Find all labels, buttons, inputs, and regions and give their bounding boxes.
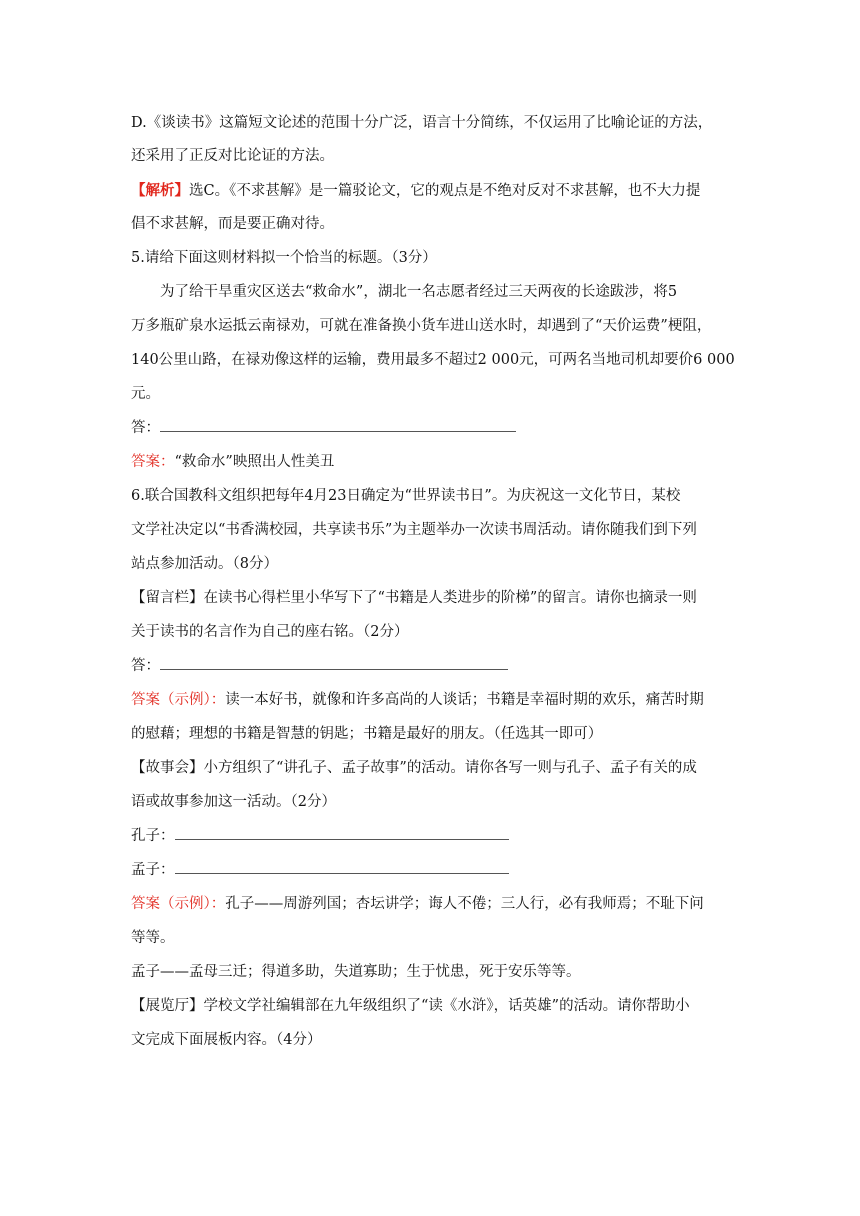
story-answer-line-1 (131, 894, 704, 914)
exhibit-text-1: 学校文学社编辑部在九年级组织了“读《水浒》，话英雄”的活动。请你帮助小 (203, 998, 690, 1014)
story-line-2: 语或故事参加这一活动。（2分） (131, 794, 336, 810)
message-answer-line-1 (131, 690, 704, 710)
story-text-1: 小方组织了“讲孔子、孟子故事”的活动。请你各写一则与孔子、孟子有关的成 (203, 760, 697, 776)
q6-stem-line-3: 站点参加活动。（8分） (131, 556, 278, 572)
message-text-1: 在读书心得栏里小华写下了“书籍是人类进步的阶梯”的留言。请你也摘录一则 (203, 590, 697, 606)
q6-stem-line-1: 6.联合国教科文组织把每年4月23日确定为“世界读书日”。为庆祝这一文化节日，某校 (131, 488, 681, 504)
q5-material-line-1: 为了给干旱重灾区送去“救命水”，湖北一名志愿者经过三天两夜的长途跋涉，将5 (160, 284, 678, 300)
message-answer-text-1: 读一本好书，就像和许多高尚的人谈话；书籍是幸福时期的欢乐，痛苦时期 (225, 692, 704, 708)
kongzi-prompt: 孔子： (131, 828, 175, 844)
story-line-1 (131, 758, 697, 778)
message-line-2: 关于读书的名言作为自己的座右铭。（2分） (131, 624, 409, 640)
analysis-text-1: 选C。《不求甚解》是一篇驳论文，它的观点是不绝对反对不求甚解，也不大力提 (189, 183, 701, 199)
message-answer-label: 答案（示例）： (131, 692, 226, 708)
analysis-label: 【解析】 (131, 182, 189, 199)
story-answer-label: 答案（示例）： (131, 896, 226, 912)
q5-answer-label: 答案： (131, 454, 175, 470)
q5-answer-text: “救命水”映照出人性美丑 (174, 454, 335, 470)
mengzi-answer-blank[interactable] (175, 861, 509, 874)
q5-material-line-4: 元。 (131, 386, 160, 402)
message-answer-line-2: 的慰藉；理想的书籍是智慧的钥匙；书籍是最好的朋友。（任选其一即可） (131, 726, 603, 742)
story-answer-text-1: 孔子——周游列国；杏坛讲学；诲人不倦；三人行，必有我师焉；不耻下问 (225, 896, 704, 912)
q5-answer-row (131, 418, 516, 438)
q5-answer-prompt: 答： (131, 420, 160, 436)
q5-material-line-2: 万多瓶矿泉水运抵云南禄劝，可就在准备换小货车进山送水时，却遇到了“天价运费”梗阻， (131, 318, 712, 334)
message-label: 【留言栏】 (131, 590, 204, 606)
message-line-1 (131, 588, 697, 608)
option-d-line-1: D.《谈读书》这篇短文论述的范围十分广泛，语言十分简练，不仅运用了比喻论证的方法， (131, 115, 713, 131)
q6-stem-line-2: 文学社决定以“书香满校园，共享读书乐”为主题举办一次读书周活动。请你随我们到下列 (131, 522, 697, 538)
story-answer-line-3: 孟子——孟母三迁；得道多助，失道寡助；生于忧患，死于安乐等等。 (131, 964, 581, 980)
option-d-line-2: 还采用了正反对比论证的方法。 (131, 148, 334, 164)
analysis-line-1 (131, 181, 700, 201)
exhibit-line-2: 文完成下面展板内容。（4分） (131, 1032, 322, 1048)
mengzi-answer-row (131, 860, 509, 880)
story-answer-line-2: 等等。 (131, 930, 175, 946)
kongzi-answer-blank[interactable] (175, 827, 509, 840)
q5-answer-blank[interactable] (160, 419, 516, 432)
message-answer-row (131, 656, 508, 676)
message-answer-blank[interactable] (160, 657, 508, 670)
q5-material-line-3: 140公里山路，在禄劝像这样的运输，费用最多不超过2 000元，可两名当地司机却要价6 000 (131, 352, 735, 368)
exhibit-label: 【展览厅】 (131, 998, 204, 1014)
message-answer-prompt: 答： (131, 658, 160, 674)
q5-answer-row-2 (131, 452, 334, 472)
story-label: 【故事会】 (131, 760, 204, 776)
exhibit-line-1 (131, 996, 690, 1016)
analysis-line-2: 倡不求甚解，而是要正确对待。 (131, 216, 334, 232)
mengzi-prompt: 孟子： (131, 862, 175, 878)
q5-stem: 5.请给下面这则材料拟一个恰当的标题。（3分） (131, 250, 437, 266)
kongzi-answer-row (131, 826, 509, 846)
